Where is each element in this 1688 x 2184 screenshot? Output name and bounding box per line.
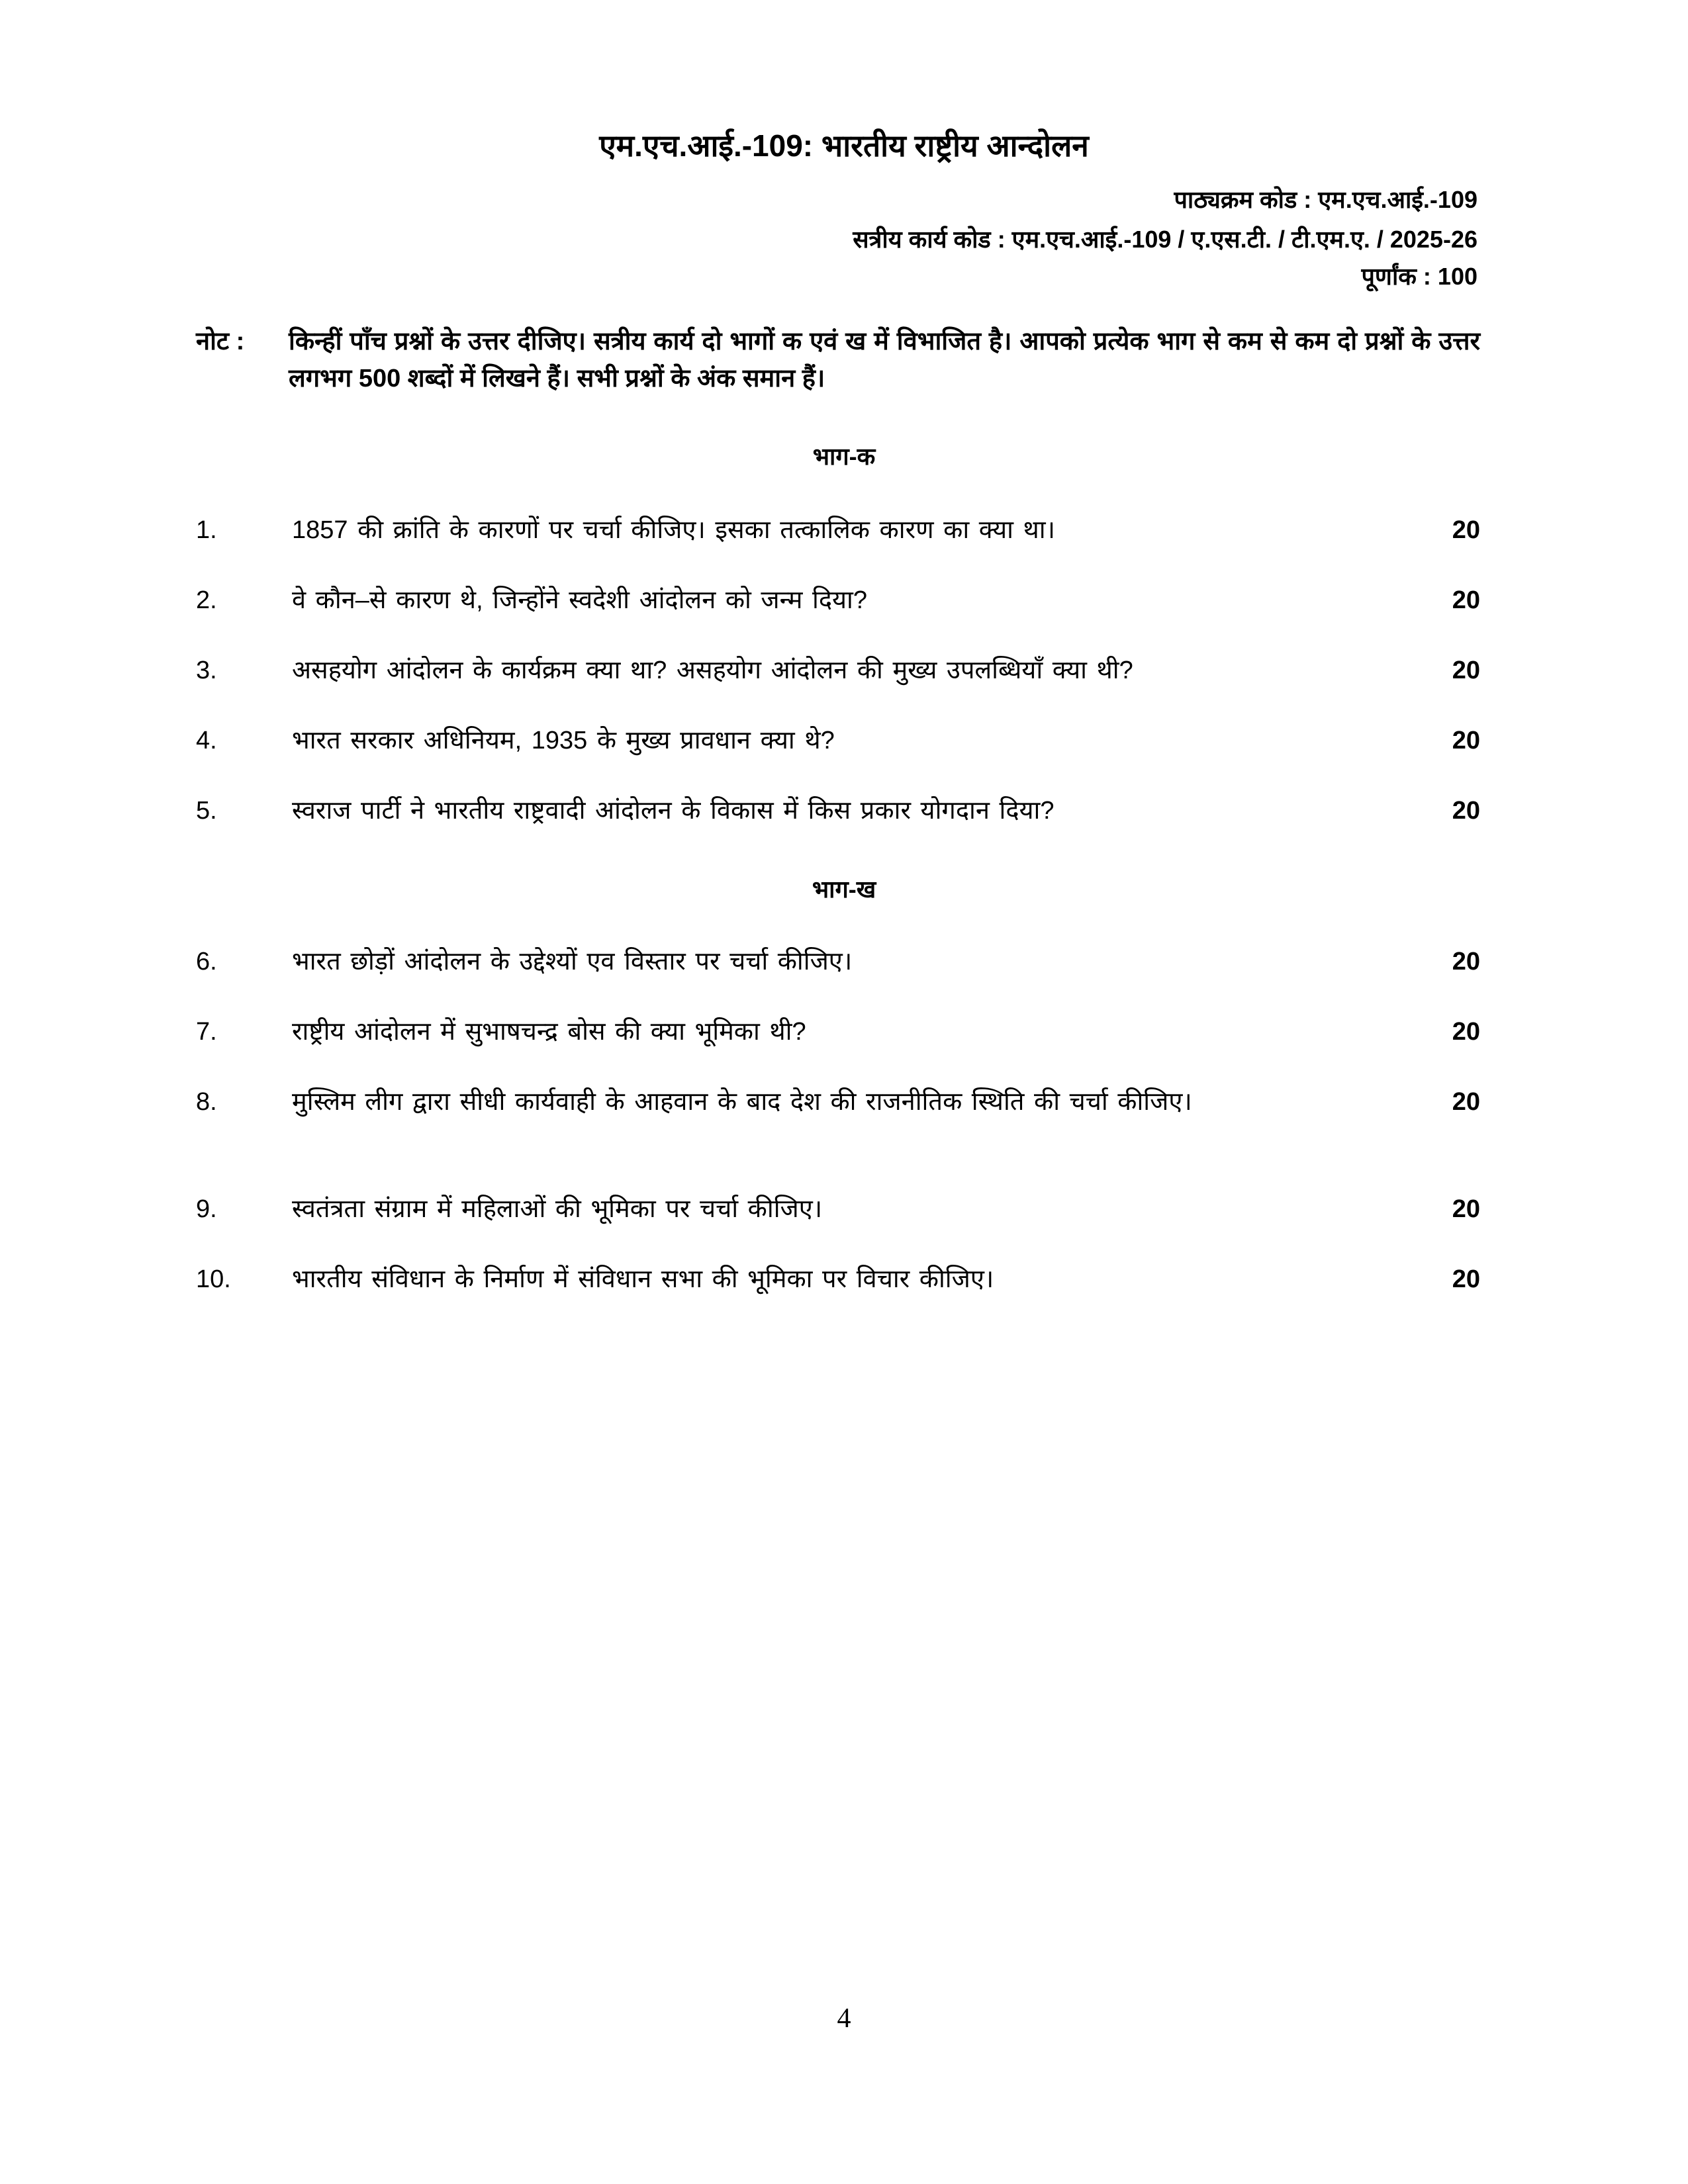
question-marks: 20 — [1452, 1018, 1480, 1046]
question-marks: 20 — [1452, 1195, 1480, 1223]
question-text: भारत सरकार अधिनियम, 1935 के मुख्य प्रावधान क्या थे? — [292, 727, 835, 754]
maximum-marks: पूर्णांक : 100 — [1361, 263, 1477, 290]
assignment-code: सत्रीय कार्य कोड : एम.एच.आई.-109 / ए.एस.टी. / टी.एम.ए. / 2025-26 — [853, 226, 1477, 253]
question-number: 1. — [196, 516, 217, 544]
question-marks: 20 — [1452, 797, 1480, 825]
question-text: भारतीय संविधान के निर्माण में संविधान सभा की भूमिका पर विचार कीजिए। — [292, 1265, 994, 1293]
question-marks: 20 — [1452, 727, 1480, 754]
question-text: राष्ट्रीय आंदोलन में सुभाषचन्द्र बोस की क्या भूमिका थी? — [292, 1018, 806, 1046]
question-number: 6. — [196, 948, 217, 976]
question-marks: 20 — [1452, 586, 1480, 614]
question-number: 5. — [196, 797, 217, 825]
question-number: 4. — [196, 727, 217, 754]
question-number: 9. — [196, 1195, 217, 1223]
question-text: मुस्लिम लीग द्वारा सीधी कार्यवाही के आहवान के बाद देश की राजनीतिक स्थिति की चर्चा कीजिए। — [292, 1088, 1192, 1116]
question-item — [196, 651, 1480, 690]
course-code: पाठ्यक्रम कोड : एम.एच.आई.-109 — [1174, 186, 1477, 213]
question-marks: 20 — [1452, 1088, 1480, 1116]
question-text: स्वतंत्रता संग्राम में महिलाओं की भूमिका पर चर्चा कीजिए। — [292, 1195, 823, 1223]
question-text: भारत छोड़ों आंदोलन के उद्देश्यों एव विस्तार पर चर्चा कीजिए। — [292, 948, 853, 976]
question-marks: 20 — [1452, 1265, 1480, 1293]
document-title: एम.एच.आई.-109: भारतीय राष्ट्रीय आन्दोलन — [599, 128, 1089, 163]
question-number: 2. — [196, 586, 217, 614]
question-item — [196, 511, 1480, 549]
question-number: 3. — [196, 657, 217, 684]
question-item — [196, 1083, 1480, 1121]
page-number: 4 — [837, 2003, 851, 2034]
question-item — [196, 581, 1480, 619]
question-item — [196, 1260, 1480, 1298]
question-item — [196, 1013, 1480, 1051]
question-item — [196, 1190, 1480, 1228]
question-number: 8. — [196, 1088, 217, 1116]
note-label: नोट : — [196, 328, 245, 355]
question-item — [196, 721, 1480, 760]
question-number: 10. — [196, 1265, 231, 1293]
question-item — [196, 942, 1480, 981]
section-heading-b: भाग-ख — [812, 876, 876, 903]
question-text: स्वराज पार्टी ने भारतीय राष्ट्रवादी आंदोलन के विकास में किस प्रकार योगदान दिया? — [292, 797, 1055, 825]
question-item — [196, 792, 1480, 830]
instructions-note — [196, 323, 1480, 397]
question-number: 7. — [196, 1018, 217, 1046]
question-text: असहयोग आंदोलन के कार्यक्रम क्या था? असहयोग आंदोलन की मुख्य उपलब्धियाँ क्या थी? — [292, 657, 1133, 684]
note-text: किन्हीं पाँच प्रश्नों के उत्तर दीजिए। सत्रीय कार्य दो भागों क एवं ख में विभाजित है। आपको प्रत्येक भाग से कम से कम दो प्रश्नों के उत्तर लगभग 500 शब्दों में लिखने हैं। सभी प्रश्नों के अंक समान हैं। — [289, 328, 1480, 392]
question-text: 1857 की क्रांति के कारणों पर चर्चा कीजिए। इसका तत्कालिक कारण का क्या था। — [292, 516, 1056, 544]
section-heading-a: भाग-क — [812, 443, 876, 470]
question-marks: 20 — [1452, 516, 1480, 544]
question-marks: 20 — [1452, 948, 1480, 976]
question-text: वे कौन–से कारण थे, जिन्होंने स्वदेशी आंदोलन को जन्म दिया? — [292, 586, 868, 614]
question-marks: 20 — [1452, 657, 1480, 684]
